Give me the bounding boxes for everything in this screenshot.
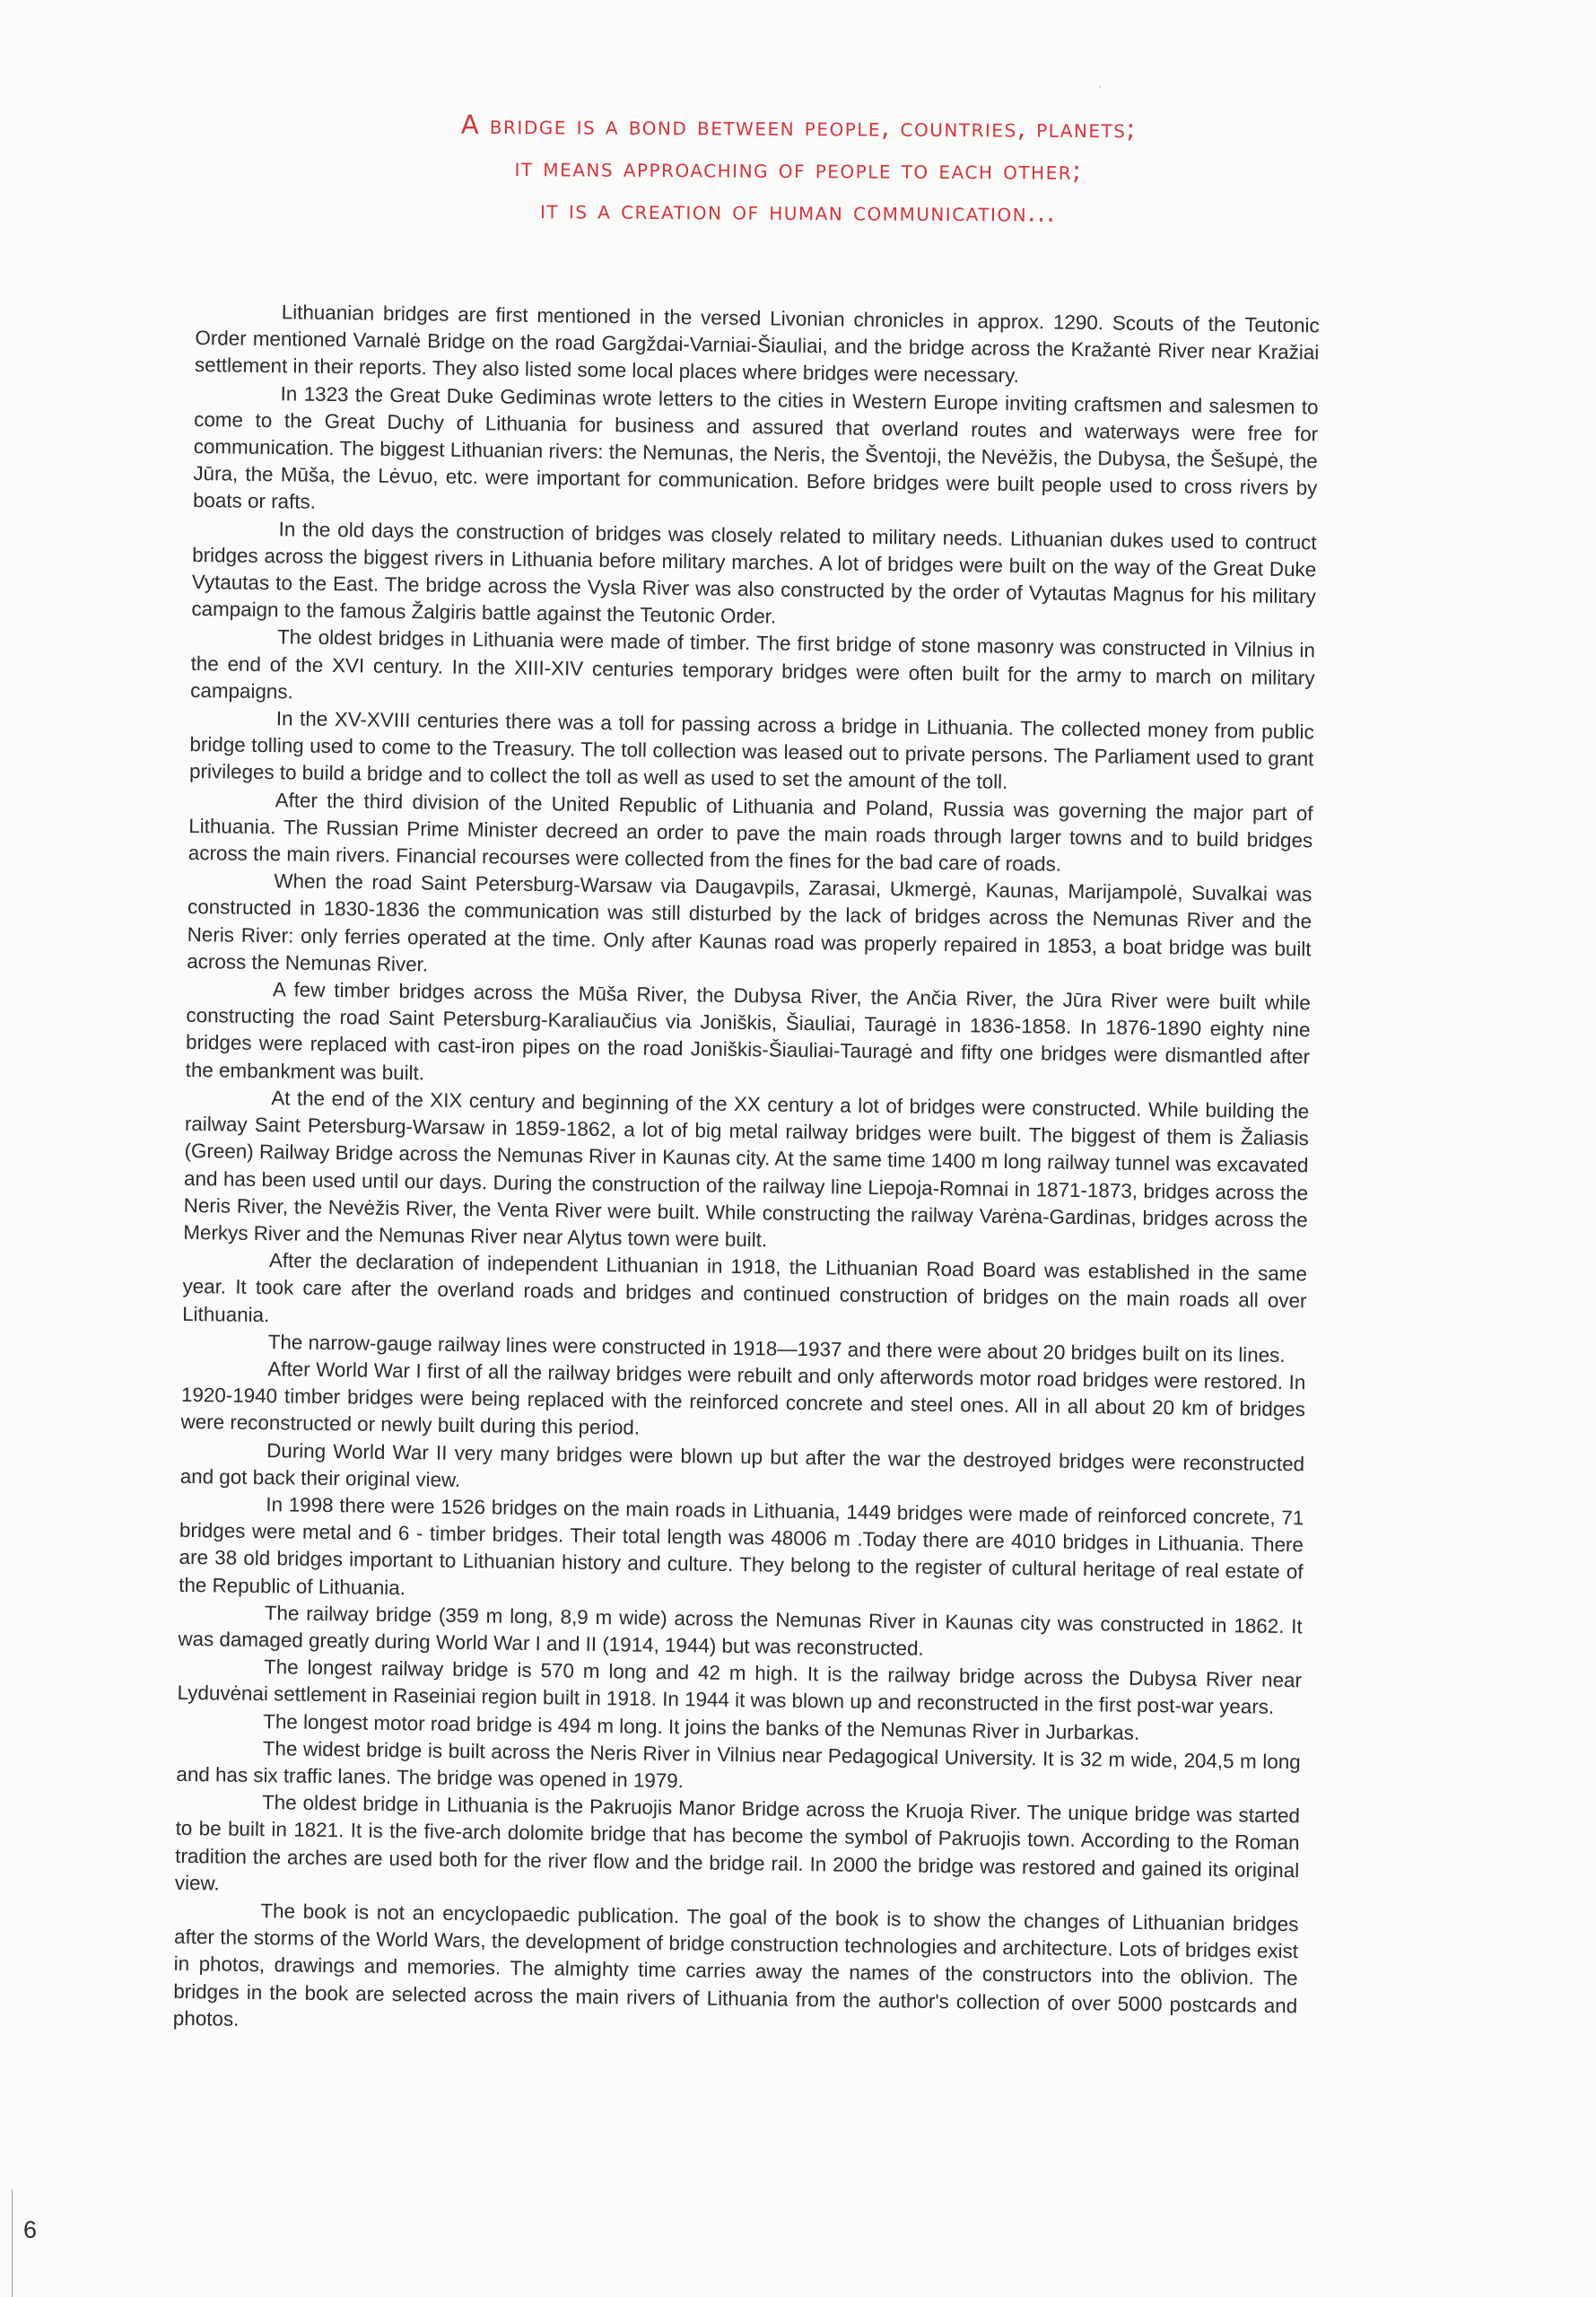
paragraph: A few timber bridges across the Mūša River, the Dubysa River, the Ančia River, the Jūra River were built while constructing the road Saint Petersburg-Karaliaučius via Joniškis, Šiauliai, Tauragė in 1836-1858. In 1876-1890 eighty nine bridges were replaced with cast-iron pipes on the road Joniškis-Šiauliai-Tauragė and fifty one bridges were dismantled after the embankment was built.: [185, 978, 1311, 1085]
paragraph: When the road Saint Petersburg-Warsaw via Daugavpils, Zarasai, Ukmergė, Kaunas, Marijampolė, Suvalkai was constructed in 1830-1836 the communication was still disturbed by the lack of bridges across the Nemunas River and the Neris River: only ferries operated at the time. Only after Kaunas road was properly repaired in 1853, a boat bridge was built across the Nemunas River.: [187, 869, 1313, 976]
paragraph: In the XV-XVIII centuries there was a toll for passing across a bridge in Lithuania. The collected money from public bridge tolling used to come to the Treasury. The toll collection was leased out to private persons. The Parliament used to grant privileges to build a bridge and to collect the toll as well as used to set the amount of the toll.: [188, 707, 1314, 794]
paragraph: After World War I first of all the railway bridges were rebuilt and only afterwords motor road bridges were restored. In 1920-1940 timber bridges were being replaced with the reinforced concrete and steel ones. All in all about 20 km of bridges were reconstructed or newly built during this period.: [180, 1358, 1306, 1439]
heading-line: A bridge is a bond between people, countries, planets;: [460, 109, 1137, 144]
paragraph: In the old days the construction of bridges was closely related to military needs. Lithuanian dukes used to contruct bridges across the biggest rivers in Lithuania before military marches. A lot of bridges were built on the way of the Great Duke Vytautas to the East. The bridge across the Vysla River was also constructed by the order of Vytautas Magnus for his military campaign to the famous Žalgiris battle against the Teutonic Order.: [191, 517, 1317, 628]
scan-speck: [1099, 86, 1101, 88]
paragraph: The longest motor road bridge is 494 m long. It joins the banks of the Nemunas River in Jurbarkas.: [263, 1709, 1140, 1744]
paragraph: The oldest bridges in Lithuania were made of timber. The first bridge of stone masonry was constructed in Vilnius in the end of the XVI century. In the XIII-XIV centuries temporary bridges were often built for the army to march on military campaigns.: [190, 625, 1316, 703]
paragraph: The widest bridge is built across the Neris River in Vilnius near Pedagogical University. It is 32 m wide, 204,5 m long and has six traffic lanes. The bridge was opened in 1979.: [176, 1736, 1301, 1793]
paragraph: At the end of the XIX century and beginning of the XX century a lot of bridges were constructed. While building the railway Saint Petersburg-Warsaw in 1859-1862, a lot of big metal railway bridges were built. The biggest of them is Žaliasis (Green) Railway Bridge across the Nemunas River in Kaunas city. At the same time 1400 m long railway tunnel was excavated and has been used until our days. During the construction of the railway line Liepoja-Romnai in 1871-1873, bridges across the Neris River, the Nevėžis River, the Venta River were built. While constructing the railway Varėna-Gardinas, bridges across the Merkys River and the Nemunas River near Alytus town were built.: [183, 1087, 1310, 1252]
paragraph: Lithuanian bridges are first mentioned in the versed Livonian chronicles in approx. 1290. Scouts of the Teutonic Order mentioned Varnalė Bridge on the road Gargždai-Varniai-Šiauliai, and the bridge across the Kražantė River near Kražiai settlement in their reports. They also listed some local places where bridges were necessary.: [194, 301, 1320, 388]
heading-line: it means approaching of people to each other;: [514, 152, 1083, 186]
page-heading: [251, 102, 1347, 235]
body-text: [173, 298, 1320, 2047]
paragraph: In 1323 the Great Duke Gediminas wrote letters to the cities in Western Europe inviting craftsmen and salesmen to come to the Great Duchy of Lithuania for business and assured that overland routes and waterways were free for communication. The biggest Lithuanian rivers: the Nemunas, the Neris, the Šventoji, the Nevėžis, the Dubysa, the Šešupė, the Jūra, the Mūša, the Lėvuo, etc. were important for communication. Before bridges were built people used to cross rivers by boats or rafts.: [192, 381, 1319, 514]
paragraph: After the declaration of independent Lithuanian in 1918, the Lithuanian Road Board was established in the same year. It took care after the overland roads and bridges and continued construction of bridges on the main roads all over Lithuania.: [182, 1249, 1308, 1326]
paragraph: After the third division of the United Republic of Lithuania and Poland, Russia was governing the major part of Lithuania. The Russian Prime Minister decreed an order to pave the main roads through larger towns and to build bridges across the main rivers. Financial recourses were collected from the fines for the bad care of roads.: [188, 788, 1313, 876]
paragraph: The oldest bridge in Lithuania is the Pakruojis Manor Bridge across the Kruoja River. The unique bridge was started to be built in 1821. It is the five-arch dolomite bridge that has become the symbol of Pakruojis town. According to the Roman tradition the arches are used both for the river flow and the bridge rail. In 2000 the bridge was restored and gained its original view.: [174, 1791, 1301, 1895]
paragraph: In 1998 there were 1526 bridges on the main roads in Lithuania, 1449 bridges were made of reinforced concrete, 71 bridges were metal and 6 - timber bridges. Their total length was 48006 m .Today there are 4010 bridges in Lithuania. There are 38 old bridges important to Lithuanian history and culture. They belong to the register of cultural heritage of real estate of the Republic of Lithuania.: [179, 1493, 1304, 1599]
paragraph: During World War II very many bridges were blown up but after the war the destroyed bridges were reconstructed and got back their original view.: [179, 1438, 1305, 1491]
paragraph: The railway bridge (359 m long, 8,9 m wide) across the Nemunas River in Kaunas city was constructed in 1862. It was damaged greatly during World War I and II (1914, 1944) but was reconstructed.: [178, 1601, 1303, 1660]
paragraph: The narrow-gauge railway lines were constructed in 1918—1937 and there were about 20 bridges built on its lines.: [267, 1330, 1286, 1367]
margin-rule: [12, 2189, 13, 2297]
heading-line: it is a creation of human communication...: [539, 194, 1057, 228]
paragraph: The longest railway bridge is 570 m long and 42 m high. It is the railway bridge across the Dubysa River near Lyduvėnai settlement in Raseiniai region built in 1918. In 1944 it was blown up and reconstructed in the first post-war years.: [177, 1655, 1303, 1719]
page-number: 6: [23, 2216, 38, 2243]
paragraph: The book is not an encyclopaedic publication. The goal of the book is to show the changes of Lithuanian bridges after the storms of the World Wars, the development of bridge construction technologies and architecture. Lots of bridges exist in photos, drawings and memories. The almighty time carries away the names of the constructors into the oblivion. The bridges in the book are selected across the main rivers of Lithuania from the author's collection of over 5000 postcards and photos.: [172, 1900, 1299, 2031]
